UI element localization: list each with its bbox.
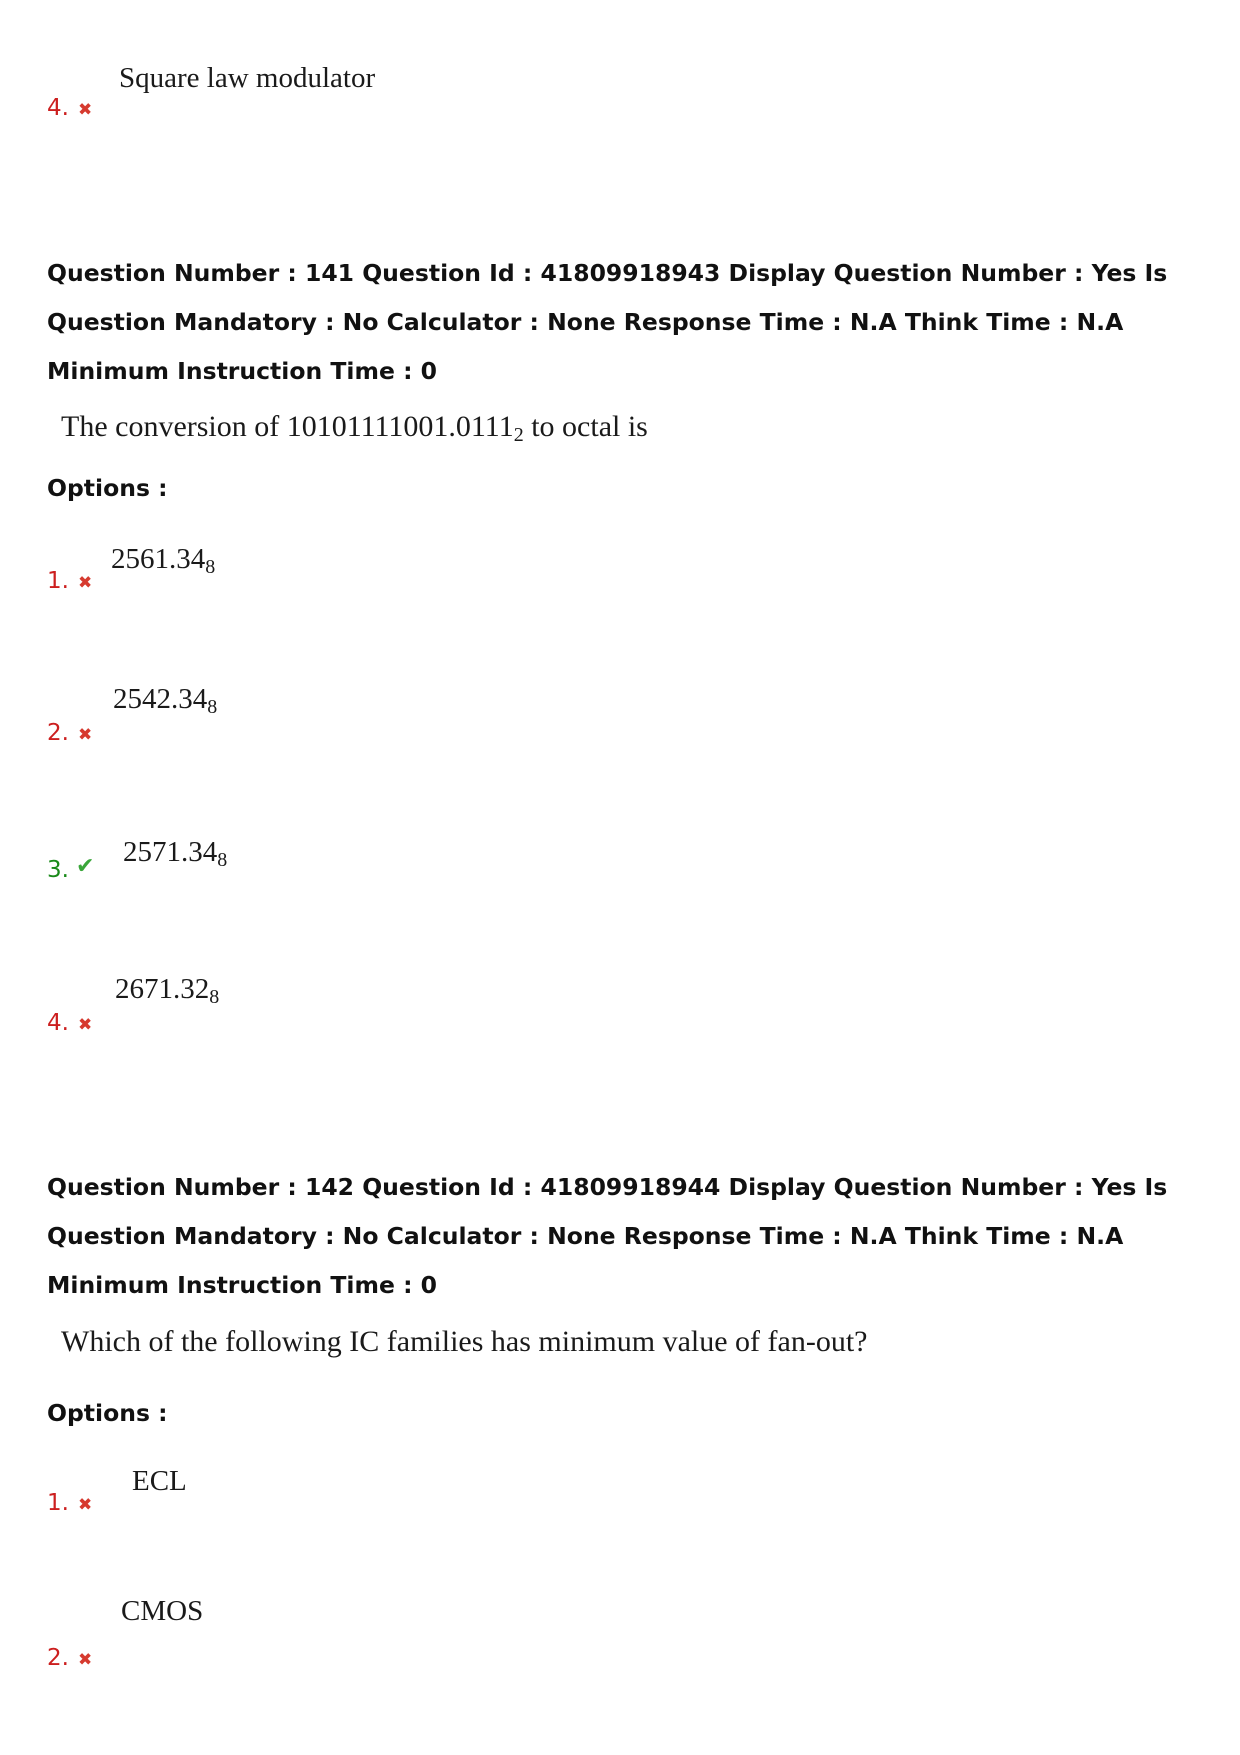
checkmark-icon: ✔ <box>76 854 95 879</box>
cross-icon: ✖ <box>78 100 93 120</box>
question-141-options-label: Options : <box>47 474 168 502</box>
q141-option-3-text: $2571.34_8$ <box>123 836 228 871</box>
option-number: 4. <box>47 95 69 121</box>
prev-option-4-text: Square law modulator <box>119 62 376 94</box>
option-number: 4. <box>47 1010 69 1036</box>
q141-option-2-text: $2542.34_8$ <box>113 683 218 718</box>
cross-icon: ✖ <box>78 1015 93 1035</box>
cross-icon: ✖ <box>78 725 93 745</box>
option-number: 2. <box>47 720 69 746</box>
q142-option-2-text: CMOS <box>121 1595 204 1627</box>
q142-option-1-text: ECL <box>132 1465 187 1497</box>
q141-option-4-text: $2671.32_8$ <box>115 973 220 1008</box>
option-number: 1. <box>47 568 69 594</box>
question-141-text: The conversion of $10101111001.0111_2$ to octal is <box>61 410 648 446</box>
question-141-header: Question Number : 141 Question Id : 41809918943 Display Question Number : Yes Is Question Mandatory : No Calculator : None Response Time : N.A Think Time : N.A Minimum Instruction Time : 0 <box>47 259 1168 385</box>
cross-icon: ✖ <box>78 1650 93 1670</box>
option-number: 1. <box>47 1490 69 1516</box>
question-142-options-label: Options : <box>47 1399 168 1427</box>
cross-icon: ✖ <box>78 573 93 593</box>
question-142-text: Which of the following IC families has minimum value of fan-out? <box>61 1325 868 1358</box>
question-142-header: Question Number : 142 Question Id : 41809918944 Display Question Number : Yes Is Question Mandatory : No Calculator : None Response Time : N.A Think Time : N.A Minimum Instruction Time : 0 <box>47 1173 1168 1299</box>
cross-icon: ✖ <box>78 1495 93 1515</box>
option-number: 3. <box>47 857 69 883</box>
option-number: 2. <box>47 1645 69 1671</box>
q141-option-1-text: $2561.34_8$ <box>111 543 216 578</box>
